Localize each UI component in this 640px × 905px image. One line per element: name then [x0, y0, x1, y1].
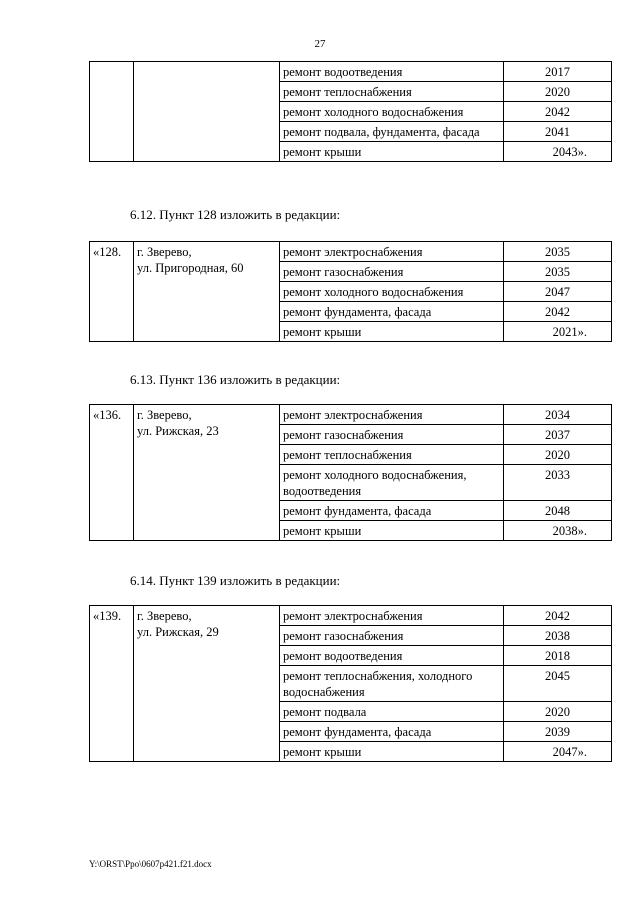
work-year: 2042	[504, 102, 612, 122]
work-year: 2042	[504, 606, 612, 626]
address-street: ул. Рижская, 29	[137, 625, 219, 639]
address-city: г. Зверево,	[137, 609, 192, 623]
file-path-footer: Y:\ORST\Ppo\0607p421.f21.docx	[89, 859, 212, 869]
work-type: ремонт подвала	[280, 702, 504, 722]
work-year: 2048	[504, 501, 612, 521]
address	[134, 606, 280, 762]
work-type: ремонт газоснабжения	[280, 262, 504, 282]
work-year: 2043».	[504, 142, 612, 162]
work-year: 2020	[504, 702, 612, 722]
table-row	[90, 405, 612, 425]
work-year: 2042	[504, 302, 612, 322]
work-year: 2035	[504, 242, 612, 262]
repair-table-139	[89, 605, 612, 762]
paragraph-6-14: 6.14. Пункт 139 изложить в редакции:	[130, 573, 341, 588]
work-type: ремонт фундамента, фасада	[280, 501, 504, 521]
work-year: 2047».	[504, 742, 612, 762]
work-type: ремонт водоотведения	[280, 62, 504, 82]
work-type: ремонт крыши	[280, 142, 504, 162]
work-year: 2017	[504, 62, 612, 82]
work-year: 2020	[504, 445, 612, 465]
table-row	[90, 62, 612, 82]
work-year: 2033	[504, 465, 612, 501]
work-year: 2037	[504, 425, 612, 445]
address-street: ул. Пригородная, 60	[137, 261, 244, 275]
work-year: 2047	[504, 282, 612, 302]
work-type: ремонт электроснабжения	[280, 606, 504, 626]
repair-table-136	[89, 404, 612, 541]
work-type: ремонт электроснабжения	[280, 405, 504, 425]
work-type: ремонт холодного водоснабжения	[280, 282, 504, 302]
address-city: г. Зверево,	[137, 408, 192, 422]
work-type: ремонт крыши	[280, 521, 504, 541]
work-type: ремонт холодного водоснабжения	[280, 102, 504, 122]
repair-table-128	[89, 241, 612, 342]
work-type: ремонт теплоснабжения	[280, 445, 504, 465]
item-number: «128.	[90, 242, 134, 342]
work-year: 2041	[504, 122, 612, 142]
work-type: ремонт холодного водоснабжения, водоотведения	[280, 465, 504, 501]
address	[134, 62, 280, 162]
work-type: ремонт электроснабжения	[280, 242, 504, 262]
work-type: ремонт теплоснабжения	[280, 82, 504, 102]
work-type: ремонт подвала, фундамента, фасада	[280, 122, 504, 142]
work-type: ремонт фундамента, фасада	[280, 302, 504, 322]
work-year: 2045	[504, 666, 612, 702]
table-row	[90, 242, 612, 262]
work-year: 2021».	[504, 322, 612, 342]
page-number: 27	[314, 38, 326, 50]
address-city: г. Зверево,	[137, 245, 192, 259]
work-type: ремонт крыши	[280, 322, 504, 342]
repair-table-continuation	[89, 61, 612, 162]
work-type: ремонт газоснабжения	[280, 626, 504, 646]
work-type: ремонт водоотведения	[280, 646, 504, 666]
work-type: ремонт теплоснабжения, холодного водоснабжения	[280, 666, 504, 702]
item-number: «139.	[90, 606, 134, 762]
item-number: «136.	[90, 405, 134, 541]
address	[134, 405, 280, 541]
work-year: 2038	[504, 626, 612, 646]
paragraph-6-12: 6.12. Пункт 128 изложить в редакции:	[130, 207, 341, 222]
work-year: 2039	[504, 722, 612, 742]
item-number	[90, 62, 134, 162]
work-year: 2035	[504, 262, 612, 282]
work-year: 2018	[504, 646, 612, 666]
address	[134, 242, 280, 342]
table-row	[90, 606, 612, 626]
paragraph-6-13: 6.13. Пункт 136 изложить в редакции:	[130, 372, 341, 387]
work-year: 2034	[504, 405, 612, 425]
work-year: 2020	[504, 82, 612, 102]
work-type: ремонт фундамента, фасада	[280, 722, 504, 742]
address-street: ул. Рижская, 23	[137, 424, 219, 438]
work-year: 2038».	[504, 521, 612, 541]
work-type: ремонт крыши	[280, 742, 504, 762]
work-type: ремонт газоснабжения	[280, 425, 504, 445]
